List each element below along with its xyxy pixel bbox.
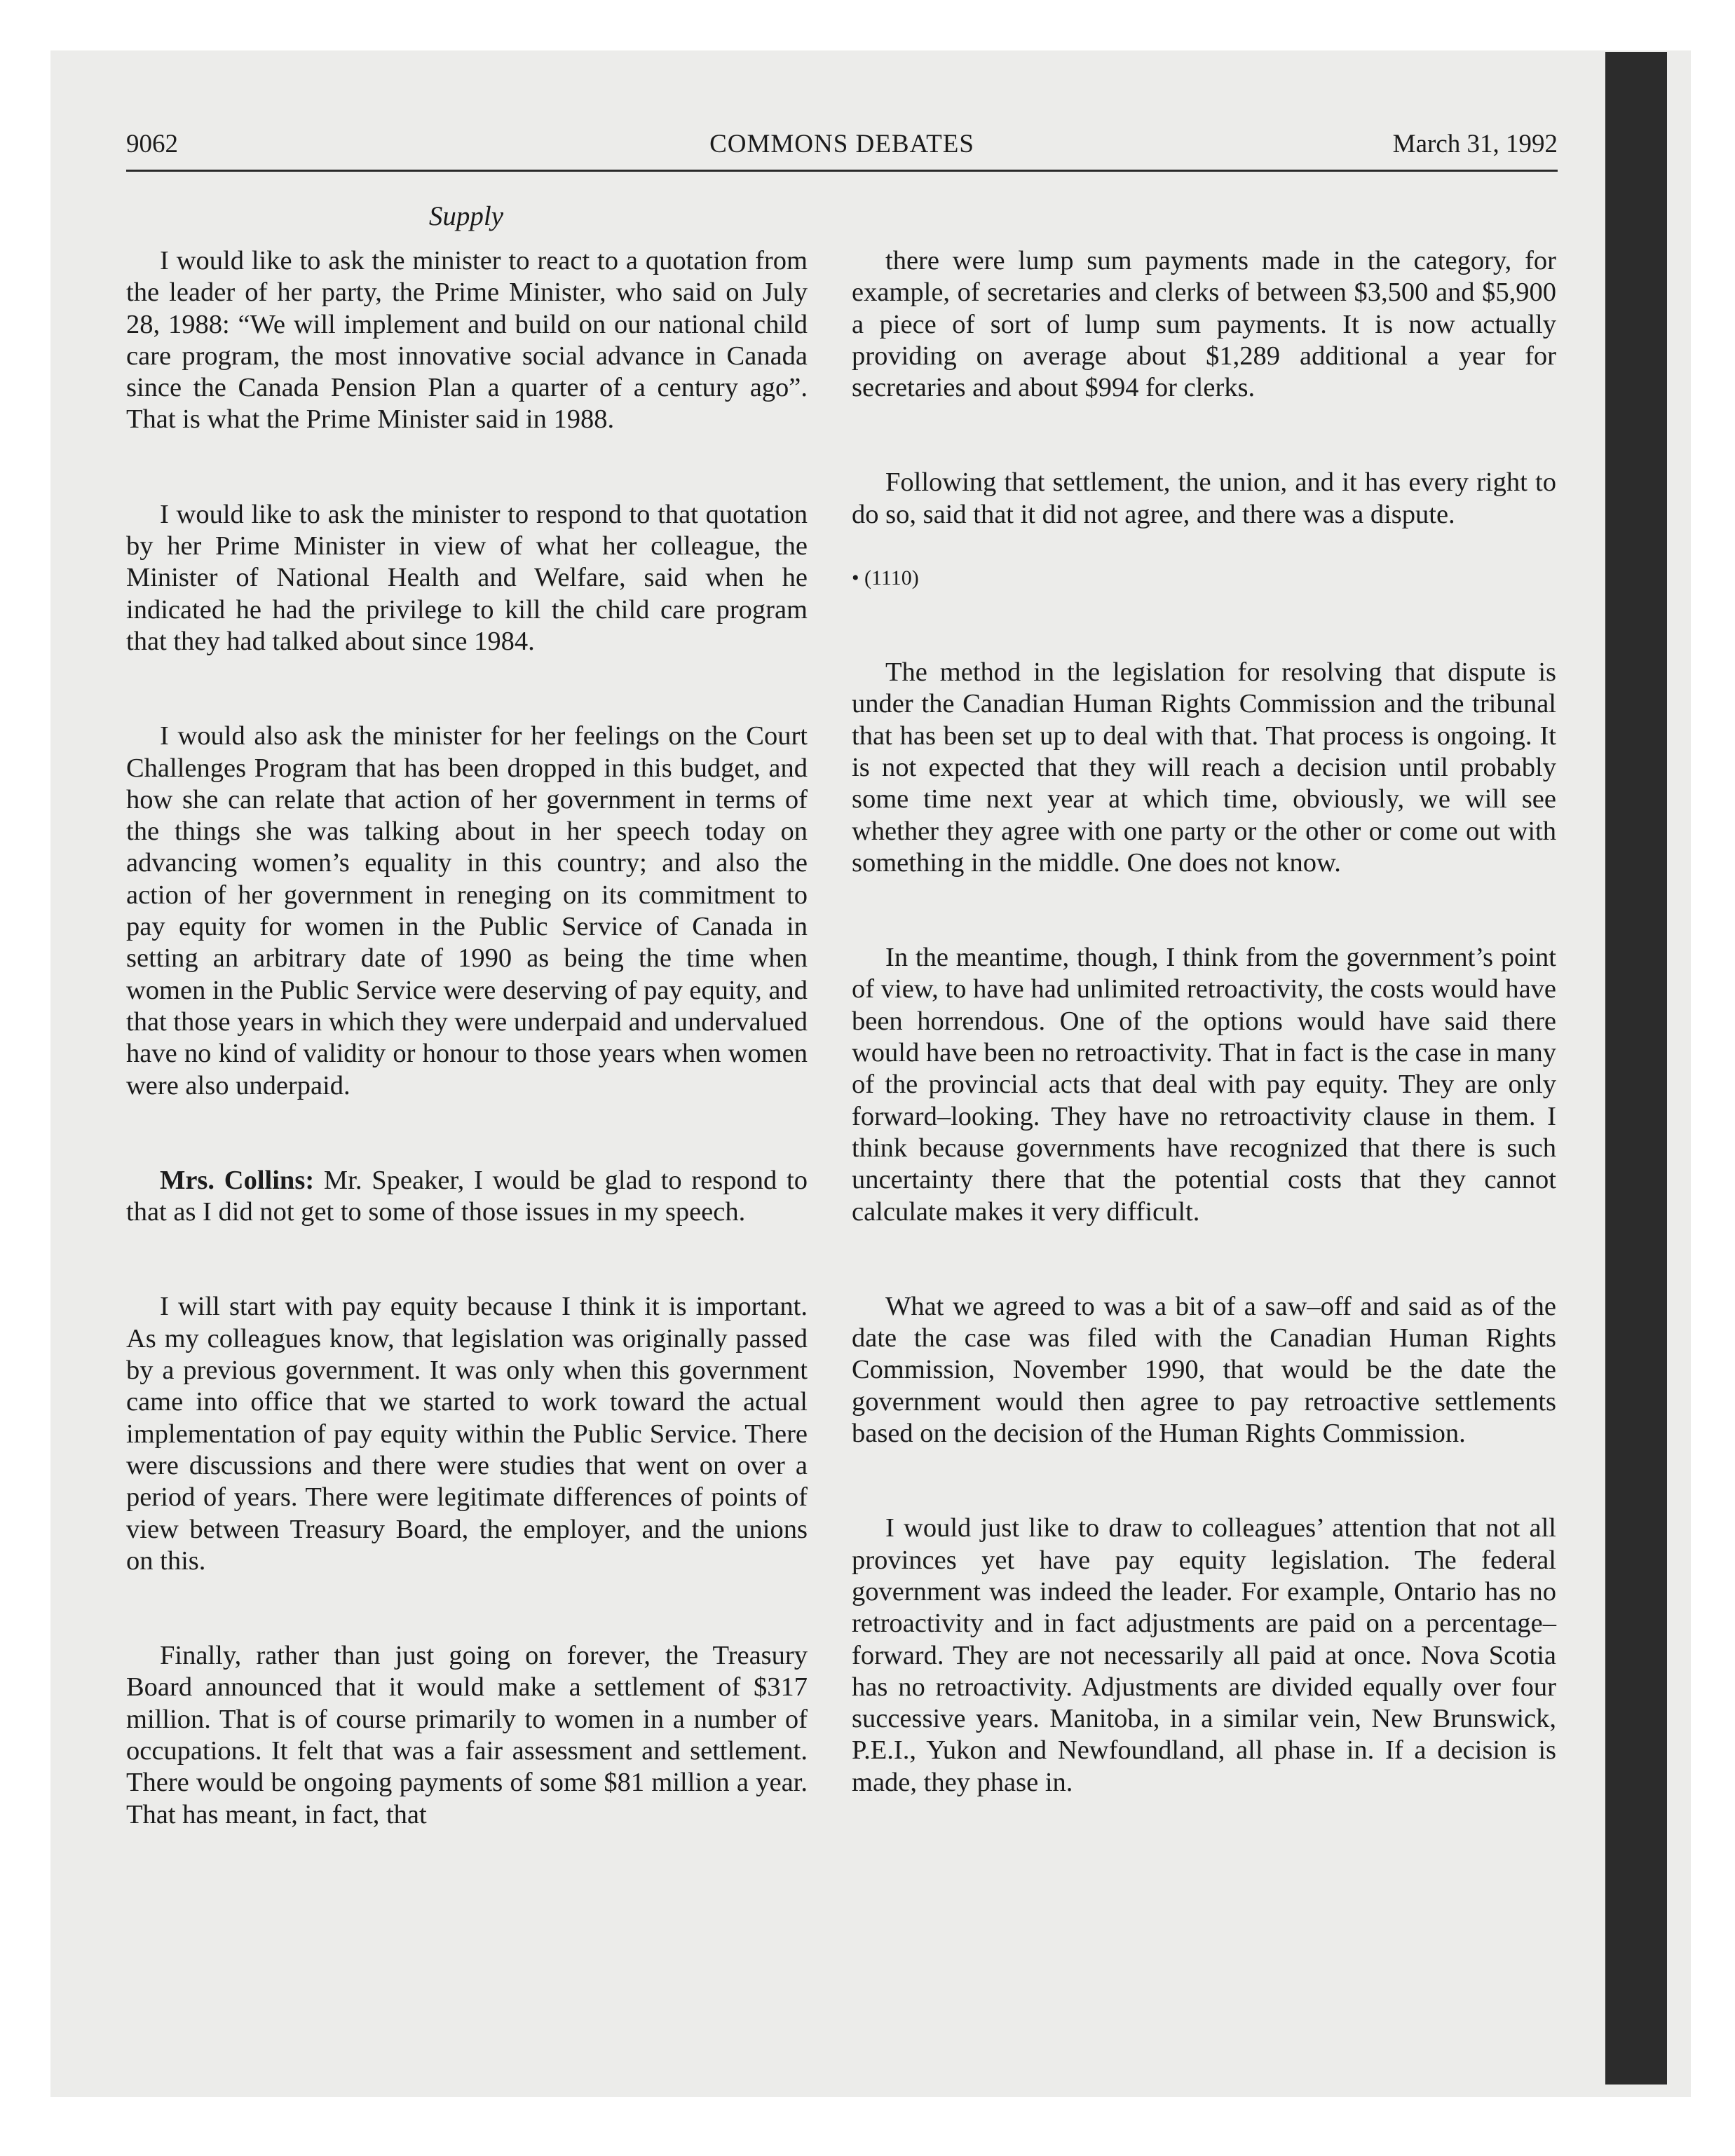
paragraph: Finally, rather than just going on forever, the Treasury Board announced that it would make a settlement of $317 million. That is of course primarily to women in a number of occupations. It felt that was a fair assessment and settlement. There would be ongoing payments of some $81 million a year. That has meant, in fact, that xyxy=(126,1641,808,1829)
speaker-paragraph xyxy=(126,1165,808,1229)
paragraph: Following that settlement, the union, and it has every right to do so, said that it did not agree, and there was a dispute. xyxy=(852,468,1556,529)
speaker-text: Mr. Speaker, I would be glad to respond to that as I did not get to some of those issues in my speech. xyxy=(126,1165,808,1227)
paragraph: I would like to ask the minister to respond to that quotation by her Prime Minister in view of what her colleague, the Minister of National Health and Welfare, said when he indicated he had the privilege to kill the child care program that they had talked about since 1984. xyxy=(126,499,808,656)
journal-title: COMMONS DEBATES xyxy=(709,130,974,158)
paragraph: In the meantime, though, I think from the government’s point of view, to have had unlimited retroactivity, the costs would have been horrendous. One of the options would have said there would have been no retroactivity. That in fact is the case in many of the provincial acts that deal with pay equity. They are only forward–looking. They have no retroactivity clause in them. I think because governments have recognized that there is such uncertainty there that the potential costs that they cannot calculate makes it very difficult. xyxy=(852,943,1556,1227)
paragraph: I will start with pay equity because I think it is important. As my colleagues know, that legislation was originally passed by a previous government. It was only when this government came into office that we started to work toward the actual implementation of pay equity within the Public Service. There were discussions and there were studies that went on over a period of years. There were legitimate differences of points of view between Treasury Board, the employer, and the unions on this. xyxy=(126,1292,808,1576)
section-title: Supply xyxy=(428,201,504,231)
page-number: 9062 xyxy=(126,130,178,158)
speaker-name: Mrs. Collins: xyxy=(160,1165,315,1195)
paragraph: there were lump sum payments made in the category, for example, of secretaries and clerks of between $3,500 and $5,900 a piece of sort of lump sum payments. It is now actually providing on average about $1,289 additional a year for secretaries and about $994 for clerks. xyxy=(852,246,1556,403)
time-marker: • (1110) xyxy=(852,566,919,590)
paragraph: The method in the legislation for resolving that dispute is under the Canadian Human Rights Commission and the tribunal that has been set up to deal with that. That process is ongoing. It is not expected that they will reach a decision until probably some time next year at which time, obviously, we will see whether they agree with one party or the other or come out with something in the middle. One does not know. xyxy=(852,657,1556,878)
left-column xyxy=(126,245,808,1862)
header-date: March 31, 1992 xyxy=(1392,130,1558,158)
scan-edge-shadow xyxy=(1605,52,1667,2085)
running-header xyxy=(126,126,1558,168)
paragraph: I would like to ask the minister to react to a quotation from the leader of her party, the Prime Minister, who said on July 28, 1988: “We will implement and build on our national child care program, the most innovative social advance in Canada since the Canada Pension Plan a quarter of a century ago”. That is what the Prime Minister said in 1988. xyxy=(126,246,808,435)
header-rule xyxy=(126,170,1558,172)
paragraph: What we agreed to was a bit of a saw–off and said as of the date the case was filed with the Canadian Human Rights Commission, November 1990, that would be the date the government would then agree to pay retroactive settlements based on the decision of the Human Rights Commission. xyxy=(852,1291,1556,1449)
right-column xyxy=(852,245,1556,1830)
paragraph: I would just like to draw to colleagues’ attention that not all provinces yet have pay equity legislation. The federal government was indeed the leader. For example, Ontario has no retroactivity and in fact adjustments are paid on a percentage–forward. They are not necessarily all paid at once. Nova Scotia has no retroactivity. Adjustments are divided equally over four successive years. Manitoba, in a similar vein, New Brunswick, P.E.I., Yukon and Newfoundland, all phase in. If a decision is made, they phase in. xyxy=(852,1513,1556,1797)
document-page xyxy=(126,126,1558,1829)
paragraph: I would also ask the minister for her feelings on the Court Challenges Program that has been dropped in this budget, and how she can relate that action of her government in terms of the things she was talking about in her speech today on advancing women’s equality in this country; and also the action of her government in reneging on its commitment to pay equity for women in the Public Service of Canada in setting an arbitrary date of 1990 as being the time when women in the Public Service were deserving of pay equity, and that those years in which they were underpaid and undervalued have no kind of validity or honour to those years when women were also underpaid. xyxy=(126,721,808,1100)
